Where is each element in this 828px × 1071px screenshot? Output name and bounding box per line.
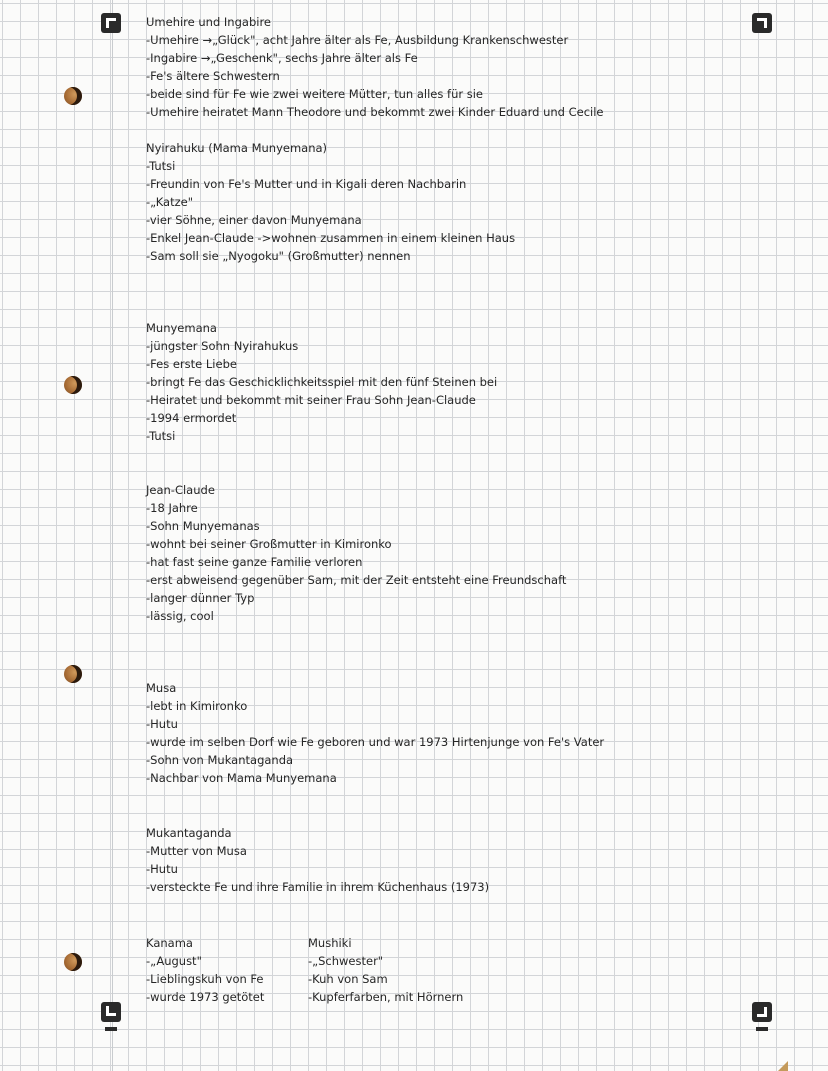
section-title: Munyemana xyxy=(146,321,217,335)
note-line: -„Schwester" xyxy=(308,954,384,968)
note-line: -erst abweisend gegenüber Sam, mit der Zeit entsteht eine Freundschaft xyxy=(146,573,567,587)
punch-hole-2 xyxy=(64,376,82,394)
note-line: -wurde im selben Dorf wie Fe geboren und war 1973 Hirtenjunge von Fe's Vater xyxy=(146,735,605,749)
note-line: -wurde 1973 getötet xyxy=(146,990,265,1004)
section-title: Musa xyxy=(146,681,177,695)
section-umehire-ingabire xyxy=(146,13,604,121)
corner-bar-bottom-left xyxy=(105,1027,117,1031)
note-line: -Tutsi xyxy=(146,429,176,443)
corner-marker-bottom-left-icon xyxy=(101,1002,121,1022)
section-nyirahuku xyxy=(146,139,515,265)
note-line: -Mutter von Musa xyxy=(146,844,247,858)
note-line: -Fe's ältere Schwestern xyxy=(146,69,280,83)
note-line: -Freundin von Fe's Mutter und in Kigali deren Nachbarin xyxy=(146,177,467,191)
note-line: -vier Söhne, einer davon Munyemana xyxy=(146,213,362,227)
section-title: Mukantaganda xyxy=(146,826,232,840)
note-line: -Umehire heiratet Mann Theodore und bekommt zwei Kinder Eduard und Cecile xyxy=(146,105,604,119)
note-line: -Sohn von Mukantaganda xyxy=(146,753,294,767)
note-line: -hat fast seine ganze Familie verloren xyxy=(146,555,363,569)
note-line: -18 Jahre xyxy=(146,501,198,515)
section-musa xyxy=(146,679,604,787)
note-line: -langer dünner Typ xyxy=(146,591,255,605)
margin-line xyxy=(112,0,113,1071)
note-line: -lässig, cool xyxy=(146,609,214,623)
section-mukantaganda xyxy=(146,824,489,896)
section-munyemana xyxy=(146,319,497,445)
section-title: Kanama xyxy=(146,936,193,950)
note-line: -Sohn Munyemanas xyxy=(146,519,260,533)
note-line: -Fes erste Liebe xyxy=(146,357,237,371)
note-line: -jüngster Sohn Nyirahukus xyxy=(146,339,299,353)
note-line: -Kupferfarben, mit Hörnern xyxy=(308,990,464,1004)
note-line: -1994 ermordet xyxy=(146,411,237,425)
note-line: -bringt Fe das Geschicklichkeitsspiel mit den fünf Steinen bei xyxy=(146,375,498,389)
note-line: -Heiratet und bekommt mit seiner Frau Sohn Jean-Claude xyxy=(146,393,476,407)
note-line: -Hutu xyxy=(146,717,178,731)
note-line: -„August" xyxy=(146,954,202,968)
note-line: -Tutsi xyxy=(146,159,176,173)
note-line: -wohnt bei seiner Großmutter in Kimironko xyxy=(146,537,392,551)
punch-hole-3 xyxy=(64,665,82,683)
section-title: Mushiki xyxy=(308,936,352,950)
note-line: -Umehire →„Glück", acht Jahre älter als Fe, Ausbildung Krankenschwester xyxy=(146,33,569,47)
note-line: -lebt in Kimironko xyxy=(146,699,248,713)
note-line: -Enkel Jean-Claude ->wohnen zusammen in einem kleinen Haus xyxy=(146,231,516,245)
section-kanama xyxy=(146,934,264,1006)
section-jean-claude xyxy=(146,481,566,625)
section-title: Jean-Claude xyxy=(146,483,215,497)
section-mushiki xyxy=(308,934,463,1006)
page-corner-tab xyxy=(778,1061,788,1071)
corner-marker-top-right-icon xyxy=(752,13,772,33)
note-line: -Kuh von Sam xyxy=(308,972,388,986)
note-line: -Nachbar von Mama Munyemana xyxy=(146,771,337,785)
note-line: -„Katze" xyxy=(146,195,193,209)
section-title: Nyirahuku (Mama Munyemana) xyxy=(146,141,328,155)
note-line: -Lieblingskuh von Fe xyxy=(146,972,264,986)
corner-bar-bottom-right xyxy=(756,1027,768,1031)
note-line: -versteckte Fe und ihre Familie in ihrem Küchenhaus (1973) xyxy=(146,880,490,894)
punch-hole-4 xyxy=(64,953,82,971)
note-line: -beide sind für Fe wie zwei weitere Mütter, tun alles für sie xyxy=(146,87,484,101)
section-title: Umehire und Ingabire xyxy=(146,15,271,29)
note-line: -Hutu xyxy=(146,862,178,876)
corner-marker-top-left-icon xyxy=(101,13,121,33)
note-line: -Ingabire →„Geschenk", sechs Jahre älter als Fe xyxy=(146,51,418,65)
note-line: -Sam soll sie „Nyogoku" (Großmutter) nennen xyxy=(146,249,411,263)
corner-marker-bottom-right-icon xyxy=(752,1002,772,1022)
punch-hole-1 xyxy=(64,87,82,105)
